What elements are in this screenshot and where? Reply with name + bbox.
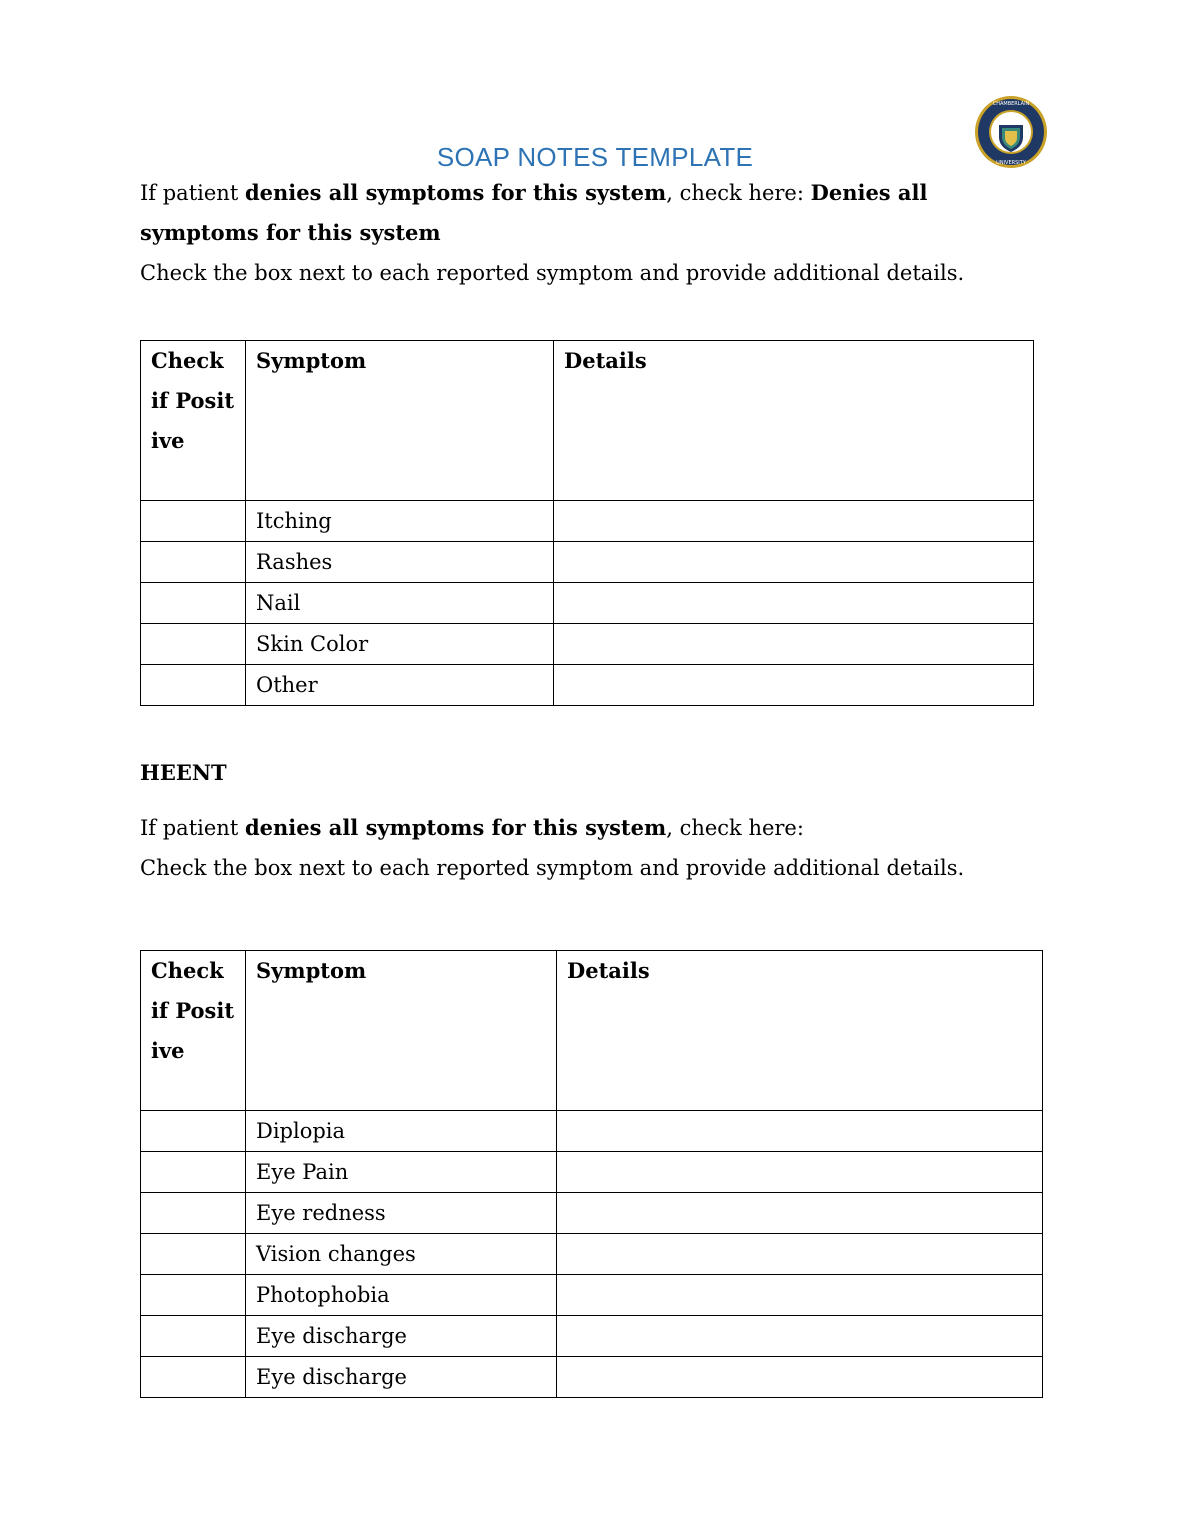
- symptom-table-skin: [140, 340, 1034, 706]
- check-cell[interactable]: [141, 542, 246, 583]
- symptom-cell: Nail: [246, 583, 554, 624]
- symptom-cell: Skin Color: [246, 624, 554, 665]
- table-row: [141, 624, 1034, 665]
- symptom-cell: Photophobia: [246, 1275, 557, 1316]
- table-row: [141, 1152, 1043, 1193]
- table-row: [141, 501, 1034, 542]
- check-cell[interactable]: [141, 501, 246, 542]
- intro-prefix: If patient: [140, 816, 245, 840]
- table-row: [141, 1357, 1043, 1398]
- check-cell[interactable]: [141, 1357, 246, 1398]
- deny-instruction-1: [140, 173, 1040, 253]
- details-cell[interactable]: [554, 583, 1034, 624]
- table-header-row: [141, 341, 1034, 501]
- check-instruction-2: Check the box next to each reported symptom and provide additional details.: [140, 856, 965, 880]
- details-cell[interactable]: [554, 542, 1034, 583]
- symptom-cell: Eye redness: [246, 1193, 557, 1234]
- table-row: [141, 1316, 1043, 1357]
- check-cell[interactable]: [141, 583, 246, 624]
- header-check: Check if Positive: [141, 341, 246, 501]
- check-cell[interactable]: [141, 1234, 246, 1275]
- details-cell[interactable]: [557, 1275, 1043, 1316]
- intro-suffix: , check here:: [666, 816, 804, 840]
- details-cell[interactable]: [557, 1193, 1043, 1234]
- check-cell[interactable]: [141, 1111, 246, 1152]
- check-cell[interactable]: [141, 665, 246, 706]
- check-cell[interactable]: [141, 624, 246, 665]
- table-header-row: [141, 951, 1043, 1111]
- table-row: [141, 1111, 1043, 1152]
- details-cell[interactable]: [557, 1152, 1043, 1193]
- header-symptom: Symptom: [246, 341, 554, 501]
- check-instruction-1: Check the box next to each reported symptom and provide additional details.: [140, 261, 965, 285]
- intro-prefix: If patient: [140, 181, 245, 205]
- intro-suffix: , check here:: [666, 181, 811, 205]
- symptom-cell: Other: [246, 665, 554, 706]
- symptom-cell: Rashes: [246, 542, 554, 583]
- header-symptom: Symptom: [246, 951, 557, 1111]
- details-cell[interactable]: [557, 1234, 1043, 1275]
- page-title: SOAP NOTES TEMPLATE: [436, 142, 754, 172]
- details-cell[interactable]: [554, 665, 1034, 706]
- check-cell[interactable]: [141, 1316, 246, 1357]
- table-row: [141, 542, 1034, 583]
- check-cell[interactable]: [141, 1275, 246, 1316]
- symptom-cell: Diplopia: [246, 1111, 557, 1152]
- details-cell[interactable]: [554, 624, 1034, 665]
- table-row: [141, 1234, 1043, 1275]
- check-cell[interactable]: [141, 1193, 246, 1234]
- table-row: [141, 583, 1034, 624]
- details-cell[interactable]: [557, 1316, 1043, 1357]
- svg-text:UNIVERSITY: UNIVERSITY: [996, 160, 1026, 166]
- section-heading-heent: HEENT: [140, 760, 227, 785]
- symptom-cell: Eye discharge: [246, 1316, 557, 1357]
- symptom-cell: Itching: [246, 501, 554, 542]
- details-cell[interactable]: [557, 1111, 1043, 1152]
- details-cell[interactable]: [554, 501, 1034, 542]
- header-check: Check if Positive: [141, 951, 246, 1111]
- table-row: [141, 1193, 1043, 1234]
- header-details: Details: [554, 341, 1034, 501]
- intro-bold: denies all symptoms for this system: [244, 180, 667, 205]
- check-cell[interactable]: [141, 1152, 246, 1193]
- table-row: [141, 665, 1034, 706]
- symptom-cell: Eye discharge: [246, 1357, 557, 1398]
- intro-bold: denies all symptoms for this system: [244, 815, 667, 840]
- deny-checkbox-label[interactable]: Denies all symptoms for this system: [140, 180, 928, 245]
- seal-text: CHAMBERLAIN: [992, 101, 1030, 107]
- deny-instruction-2: [140, 808, 804, 848]
- symptom-cell: Vision changes: [246, 1234, 557, 1275]
- table-row: [141, 1275, 1043, 1316]
- details-cell[interactable]: [557, 1357, 1043, 1398]
- header-details: Details: [557, 951, 1043, 1111]
- symptom-table-heent: [140, 950, 1043, 1398]
- symptom-cell: Eye Pain: [246, 1152, 557, 1193]
